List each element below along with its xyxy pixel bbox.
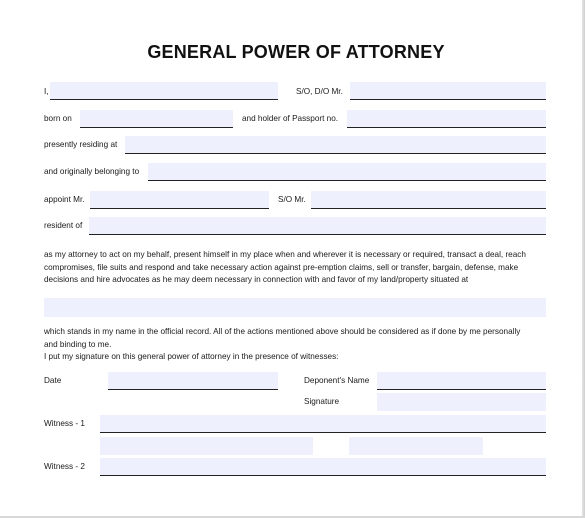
paragraph-line: I put my signature on this general power of attorney in the presence of witnesses: xyxy=(44,352,339,361)
attorney-powers-paragraph xyxy=(44,249,526,287)
label-originally-belonging: and originally belonging to xyxy=(44,167,140,176)
label-i: I, xyxy=(44,87,49,96)
label-witness-2: Witness - 2 xyxy=(44,462,85,471)
paragraph-line: as my attorney to act on my behalf, present himself in my place when and wherever it is necessary or required, transact a deal, reach xyxy=(44,250,526,259)
attorney-residence-field[interactable] xyxy=(89,217,546,235)
label-resident-of: resident of xyxy=(44,221,83,230)
date-field[interactable] xyxy=(108,372,278,390)
label-witness-1: Witness - 1 xyxy=(44,419,85,428)
document-title: GENERAL POWER OF ATTORNEY xyxy=(147,42,445,62)
paragraph-line: decisions and hire advocates as he may deem necessary in connection with and favor of my land/property situated at xyxy=(44,275,469,284)
paragraph-line: and binding to me. xyxy=(44,339,112,349)
label-appoint-mr: appoint Mr. xyxy=(44,195,85,204)
parent-name-field[interactable] xyxy=(350,82,546,100)
paragraph-line: which stands in my name in the official record. All of the actions mentioned above should be considered as if done by me personally xyxy=(44,327,521,336)
witness1-line1-field[interactable] xyxy=(100,415,546,433)
paragraph-line: compromises, file suits and respond and take necessary action against pre-emption claims, sell or transfer, bargain, defense, make xyxy=(44,262,519,272)
label-passport: and holder of Passport no. xyxy=(242,114,339,123)
witness1-field-a[interactable] xyxy=(100,437,313,455)
label-born-on: born on xyxy=(44,114,72,123)
deponent-name-field[interactable] xyxy=(377,372,546,390)
name-field[interactable] xyxy=(50,82,278,100)
signature-field[interactable] xyxy=(377,393,546,411)
label-presently-residing: presently residing at xyxy=(44,140,118,149)
birth-date-field[interactable] xyxy=(80,110,233,128)
label-signature: Signature xyxy=(304,397,340,406)
label-so-do-mr: S/O, D/O Mr. xyxy=(296,87,343,96)
witness2-line1-field[interactable] xyxy=(100,458,546,476)
label-deponent-name: Deponent's Name xyxy=(304,376,370,385)
property-location-field[interactable] xyxy=(44,298,546,317)
passport-no-field[interactable] xyxy=(347,110,546,128)
label-date: Date xyxy=(44,376,62,385)
label-so-mr: S/O Mr. xyxy=(278,195,306,204)
witness1-field-b[interactable] xyxy=(349,437,483,455)
official-record-paragraph xyxy=(44,326,520,364)
present-address-field[interactable] xyxy=(125,136,546,154)
original-address-field[interactable] xyxy=(148,163,546,181)
attorney-name-field[interactable] xyxy=(90,191,269,209)
attorney-parent-field[interactable] xyxy=(311,191,546,209)
